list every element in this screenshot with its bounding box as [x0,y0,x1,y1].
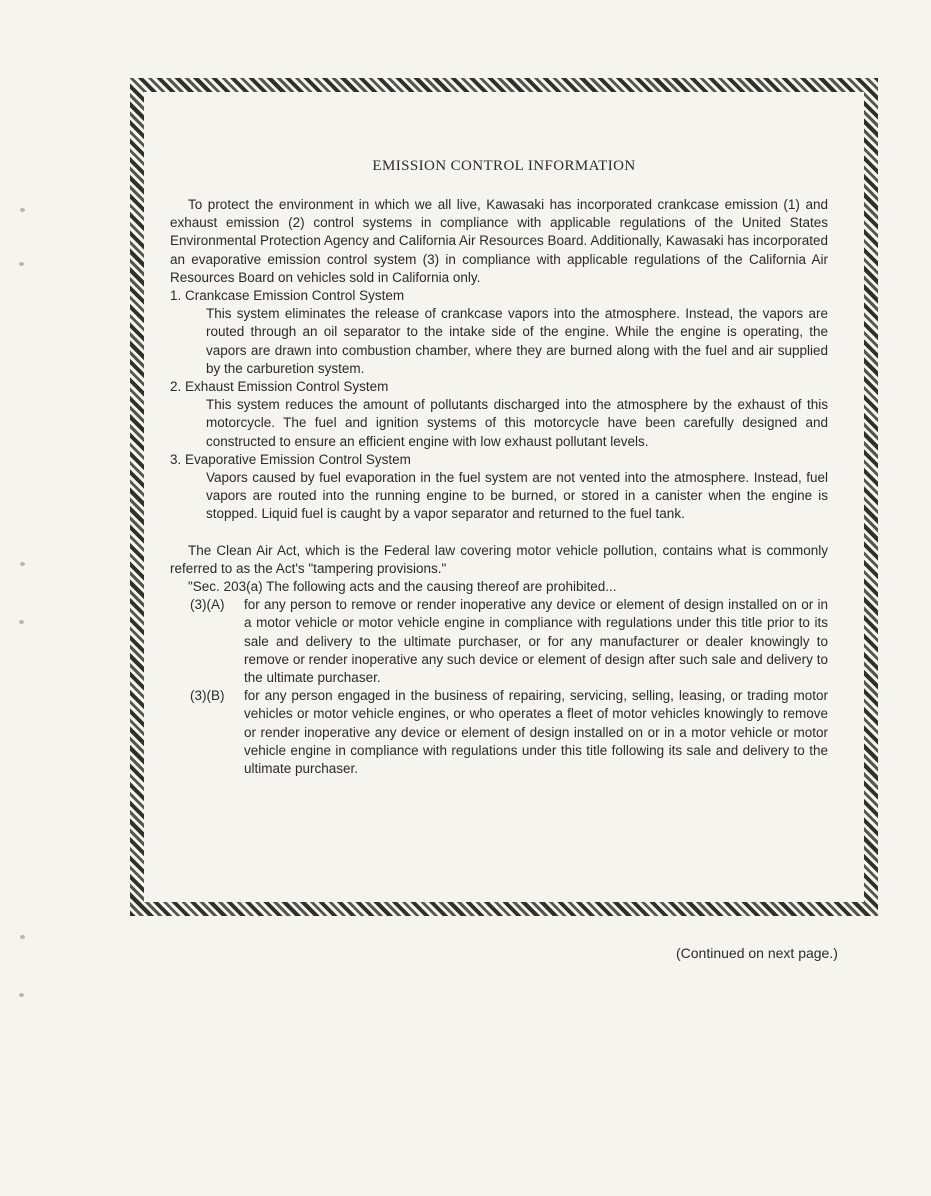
item-heading-exhaust: 2. Exhaust Emission Control System [170,379,389,395]
scan-speck [20,935,25,939]
item-text-exhaust: This system reduces the amount of pollutants discharged into the atmosphere by the exhaust of this motorcycle. The fuel and ignition systems of this motorcycle have been carefully designed and constructed to ensure an efficient engine with low exhaust pollutant levels. [206,397,828,449]
scan-speck [19,620,24,624]
continued-note: (Continued on next page.) [676,945,838,961]
item-text-evaporative: Vapors caused by fuel evaporation in the fuel system are not vented into the atmosphere. Instead, fuel vapors are routed into the running engine to be burned, or stored in a canister when the engine is stopped. Liquid fuel is caught by a vapor separator and returned to the fuel tank. [206,470,828,522]
clause-label: (3)(B) [190,688,225,704]
decorative-border [130,78,878,916]
clause-text: for any person engaged in the business of repairing, servicing, selling, leasing, or trading motor vehicles or motor vehicle engines, or who operates a fleet of motor vehicles knowingly to remove or render inoperative any device or element of design installed on or in a motor vehicle or motor vehicle engine in compliance with regulations under this title following its sale and delivery to the ultimate purchaser. [244,688,828,777]
clause-3b [170,687,828,778]
item-heading-crankcase: 1. Crankcase Emission Control System [170,288,405,304]
item-text-crankcase: This system eliminates the release of crankcase vapors into the atmosphere. Instead, the vapors are routed through an oil separator to the intake side of the engine. While the engine is operating, the vapors are drawn into combustion chamber, where they are burned along with the fuel and air supplied by the carburetion system. [206,306,828,376]
content-panel [144,92,864,902]
clause-text: for any person to remove or render inoperative any device or element of design installed on or in a motor vehicle or motor vehicle engine in compliance with regulations under this title prior to its sale and delivery to the ultimate purchaser, or for any manufacturer or dealer knowingly to remove or render inoperative any such device or element of design after such sale and delivery to the ultimate purchaser. [244,597,828,686]
scan-speck [20,562,25,566]
scan-speck [19,262,24,266]
scan-speck [20,208,25,212]
clean-air-act-paragraph: The Clean Air Act, which is the Federal law covering motor vehicle pollution, contains what is commonly referred to as the Act's "tampering provisions." [170,542,828,576]
clause-3a [170,596,828,687]
document-body [170,196,828,778]
section-line: "Sec. 203(a) The following acts and the causing thereof are prohibited... [188,579,617,595]
item-heading-evaporative: 3. Evaporative Emission Control System [170,451,411,467]
intro-paragraph: To protect the environment in which we all live, Kawasaki has incorporated crankcase emission (1) and exhaust emission (2) control systems in compliance with applicable regulations of the United States Environmental Protection Agency and California Air Resources Board. Additionally, Kawasaki has incorporated an evaporative emission control system (3) in compliance with applicable regulations of the California Air Resources Board on vehicles sold in California only. [170,197,828,285]
page-title: EMISSION CONTROL INFORMATION [372,158,636,174]
paragraph-spacer [170,524,828,542]
clause-label: (3)(A) [190,597,225,613]
scan-speck [19,993,24,997]
